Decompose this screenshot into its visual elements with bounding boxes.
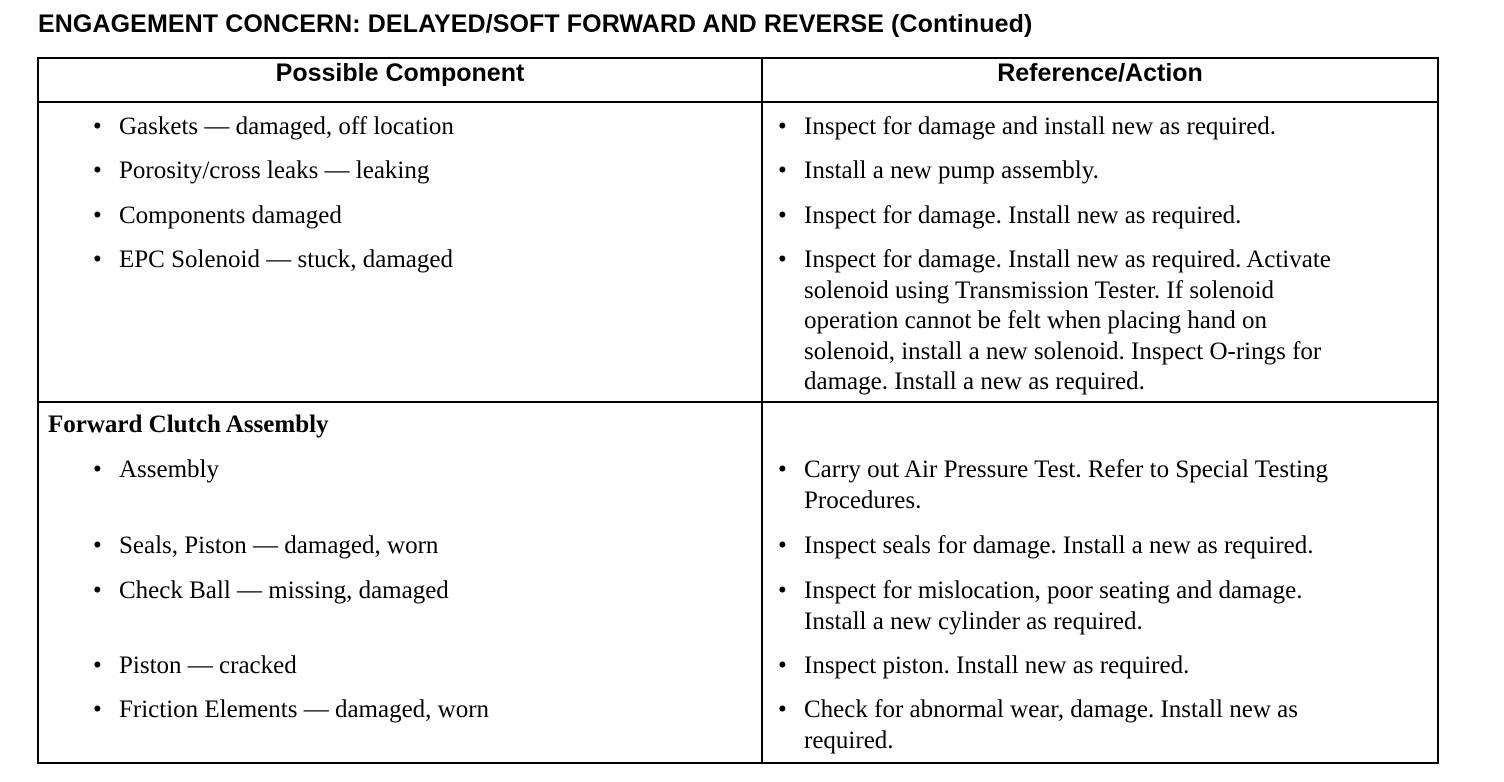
component-text: Friction Elements — damaged, worn	[119, 696, 490, 723]
component-text: Piston — cracked	[119, 652, 297, 679]
action-text-line: Procedures.	[804, 486, 922, 514]
component-text: Assembly	[119, 456, 219, 483]
component-item	[93, 455, 219, 486]
action-item	[778, 695, 1298, 756]
component-item	[93, 201, 342, 232]
action-text-line: Inspect seals for damage. Install a new as required.	[804, 532, 1314, 559]
action-text-line: Install a new pump assembly.	[804, 157, 1099, 184]
bullet-icon: •	[778, 696, 787, 723]
bullet-icon: •	[93, 456, 102, 483]
bullet-icon: •	[778, 652, 787, 679]
component-item	[93, 245, 453, 276]
action-item	[778, 156, 1099, 187]
component-item	[93, 156, 429, 187]
component-text: Porosity/cross leaks — leaking	[119, 157, 430, 184]
header-possible-component: Possible Component	[38, 58, 762, 102]
action-text-line: Inspect for damage. Install new as required.	[804, 202, 1242, 229]
bullet-icon: •	[93, 246, 102, 273]
action-text-line: solenoid using Transmission Tester. If solenoid	[804, 276, 1275, 304]
bullet-icon: •	[778, 456, 787, 483]
action-text-line: Install a new cylinder as required.	[804, 607, 1143, 635]
action-item	[778, 245, 1331, 398]
bullet-icon: •	[93, 652, 102, 679]
action-item	[778, 455, 1328, 516]
action-text-line: Carry out Air Pressure Test. Refer to Special Testing	[804, 456, 1328, 483]
diagnostic-table	[37, 57, 1439, 764]
bullet-icon: •	[93, 532, 102, 559]
component-text: Seals, Piston — damaged, worn	[119, 532, 439, 559]
component-item	[93, 695, 489, 726]
bullet-icon: •	[93, 577, 102, 604]
action-text-line: damage. Install a new as required.	[804, 368, 1145, 395]
page-title: ENGAGEMENT CONCERN: DELAYED/SOFT FORWARD AND REVERSE (Continued)	[38, 10, 1033, 38]
component-item	[93, 531, 438, 562]
action-item	[778, 531, 1314, 562]
component-text: Components damaged	[119, 202, 342, 229]
action-item	[778, 651, 1189, 682]
action-text-line: operation cannot be felt when placing hand on	[804, 307, 1268, 334]
action-text-line: Inspect for mislocation, poor seating and damage.	[804, 577, 1303, 604]
section-2-components	[38, 402, 762, 763]
group-title-forward-clutch: Forward Clutch Assembly	[48, 411, 329, 438]
section-2-actions	[762, 402, 1438, 763]
action-text-line: solenoid, install a new solenoid. Inspect O-rings for	[804, 337, 1322, 365]
action-text-line: Inspect piston. Install new as required.	[804, 652, 1190, 679]
bullet-icon: •	[778, 577, 787, 604]
table-section-2	[38, 402, 1438, 763]
component-item	[93, 112, 454, 143]
component-text: Check Ball — missing, damaged	[119, 577, 449, 604]
bullet-icon: •	[93, 113, 102, 140]
action-item	[778, 112, 1276, 143]
bullet-icon: •	[778, 113, 787, 140]
bullet-icon: •	[778, 532, 787, 559]
action-text-line: Check for abnormal wear, damage. Install new as	[804, 696, 1298, 723]
action-text-line: required.	[804, 726, 894, 754]
header-reference-action: Reference/Action	[762, 58, 1438, 102]
bullet-icon: •	[778, 157, 787, 184]
action-item	[778, 201, 1241, 232]
component-text: Gaskets — damaged, off location	[119, 113, 454, 140]
component-item	[93, 576, 449, 607]
table-header-row	[38, 58, 1438, 102]
bullet-icon: •	[778, 202, 787, 229]
section-1-actions	[762, 102, 1438, 402]
component-item	[93, 651, 297, 682]
bullet-icon: •	[93, 157, 102, 184]
bullet-icon: •	[778, 246, 787, 273]
bullet-icon: •	[93, 696, 102, 723]
action-item	[778, 576, 1302, 637]
action-text-line: Inspect for damage. Install new as required. Activate	[804, 246, 1331, 273]
section-1-components	[38, 102, 762, 402]
table-section-1	[38, 102, 1438, 402]
bullet-icon: •	[93, 202, 102, 229]
component-text: EPC Solenoid — stuck, damaged	[119, 246, 453, 273]
action-text-line: Inspect for damage and install new as required.	[804, 113, 1277, 140]
